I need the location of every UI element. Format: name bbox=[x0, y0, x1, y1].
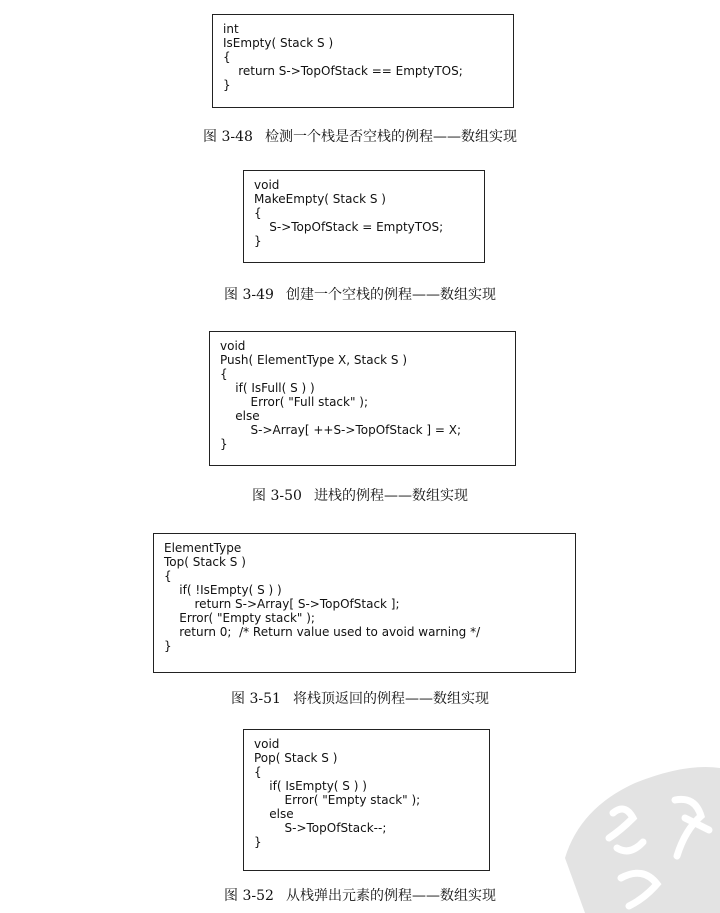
figure-number: 图 3-49 bbox=[224, 287, 274, 303]
code-listing-makeempty bbox=[243, 170, 485, 263]
code-text: void Push( ElementType X, Stack S ) { if( IsFull( S ) ) Error( "Full stack" ); else S->Array[ ++S->TopOfStack ] = X; } bbox=[220, 339, 462, 451]
figure-caption bbox=[0, 690, 720, 708]
caption-text: 进栈的例程——数组实现 bbox=[313, 488, 468, 504]
code-listing-isempty bbox=[212, 14, 514, 108]
figure-number: 图 3-51 bbox=[231, 691, 281, 707]
caption-text: 将栈顶返回的例程——数组实现 bbox=[292, 691, 489, 707]
code-listing-push bbox=[209, 331, 516, 466]
figure-number: 图 3-52 bbox=[224, 888, 274, 904]
figure-caption bbox=[0, 128, 720, 146]
figure-number: 图 3-50 bbox=[252, 488, 302, 504]
figure-caption bbox=[0, 487, 720, 505]
caption-text: 检测一个栈是否空栈的例程——数组实现 bbox=[264, 129, 517, 145]
code-text: void Pop( Stack S ) { if( IsEmpty( S ) ) Error( "Empty stack" ); else S->TopOfStack--; } bbox=[254, 737, 421, 849]
code-listing-top bbox=[153, 533, 576, 673]
code-text: void MakeEmpty( Stack S ) { S->TopOfStack = EmptyTOS; } bbox=[254, 178, 444, 248]
figure-caption bbox=[0, 286, 720, 304]
code-listing-pop bbox=[243, 729, 490, 871]
caption-text: 从栈弹出元素的例程——数组实现 bbox=[285, 888, 496, 904]
seal-watermark-icon bbox=[525, 738, 720, 913]
caption-text: 创建一个空栈的例程——数组实现 bbox=[285, 287, 496, 303]
figure-number: 图 3-48 bbox=[203, 129, 253, 145]
code-text: ElementType Top( Stack S ) { if( !IsEmpty( S ) ) return S->Array[ S->TopOfStack ]; Error( "Empty stack" ); return 0; /* Return value used to avoid warning */ } bbox=[164, 541, 481, 653]
code-text: int IsEmpty( Stack S ) { return S->TopOfStack == EmptyTOS; } bbox=[223, 22, 463, 92]
